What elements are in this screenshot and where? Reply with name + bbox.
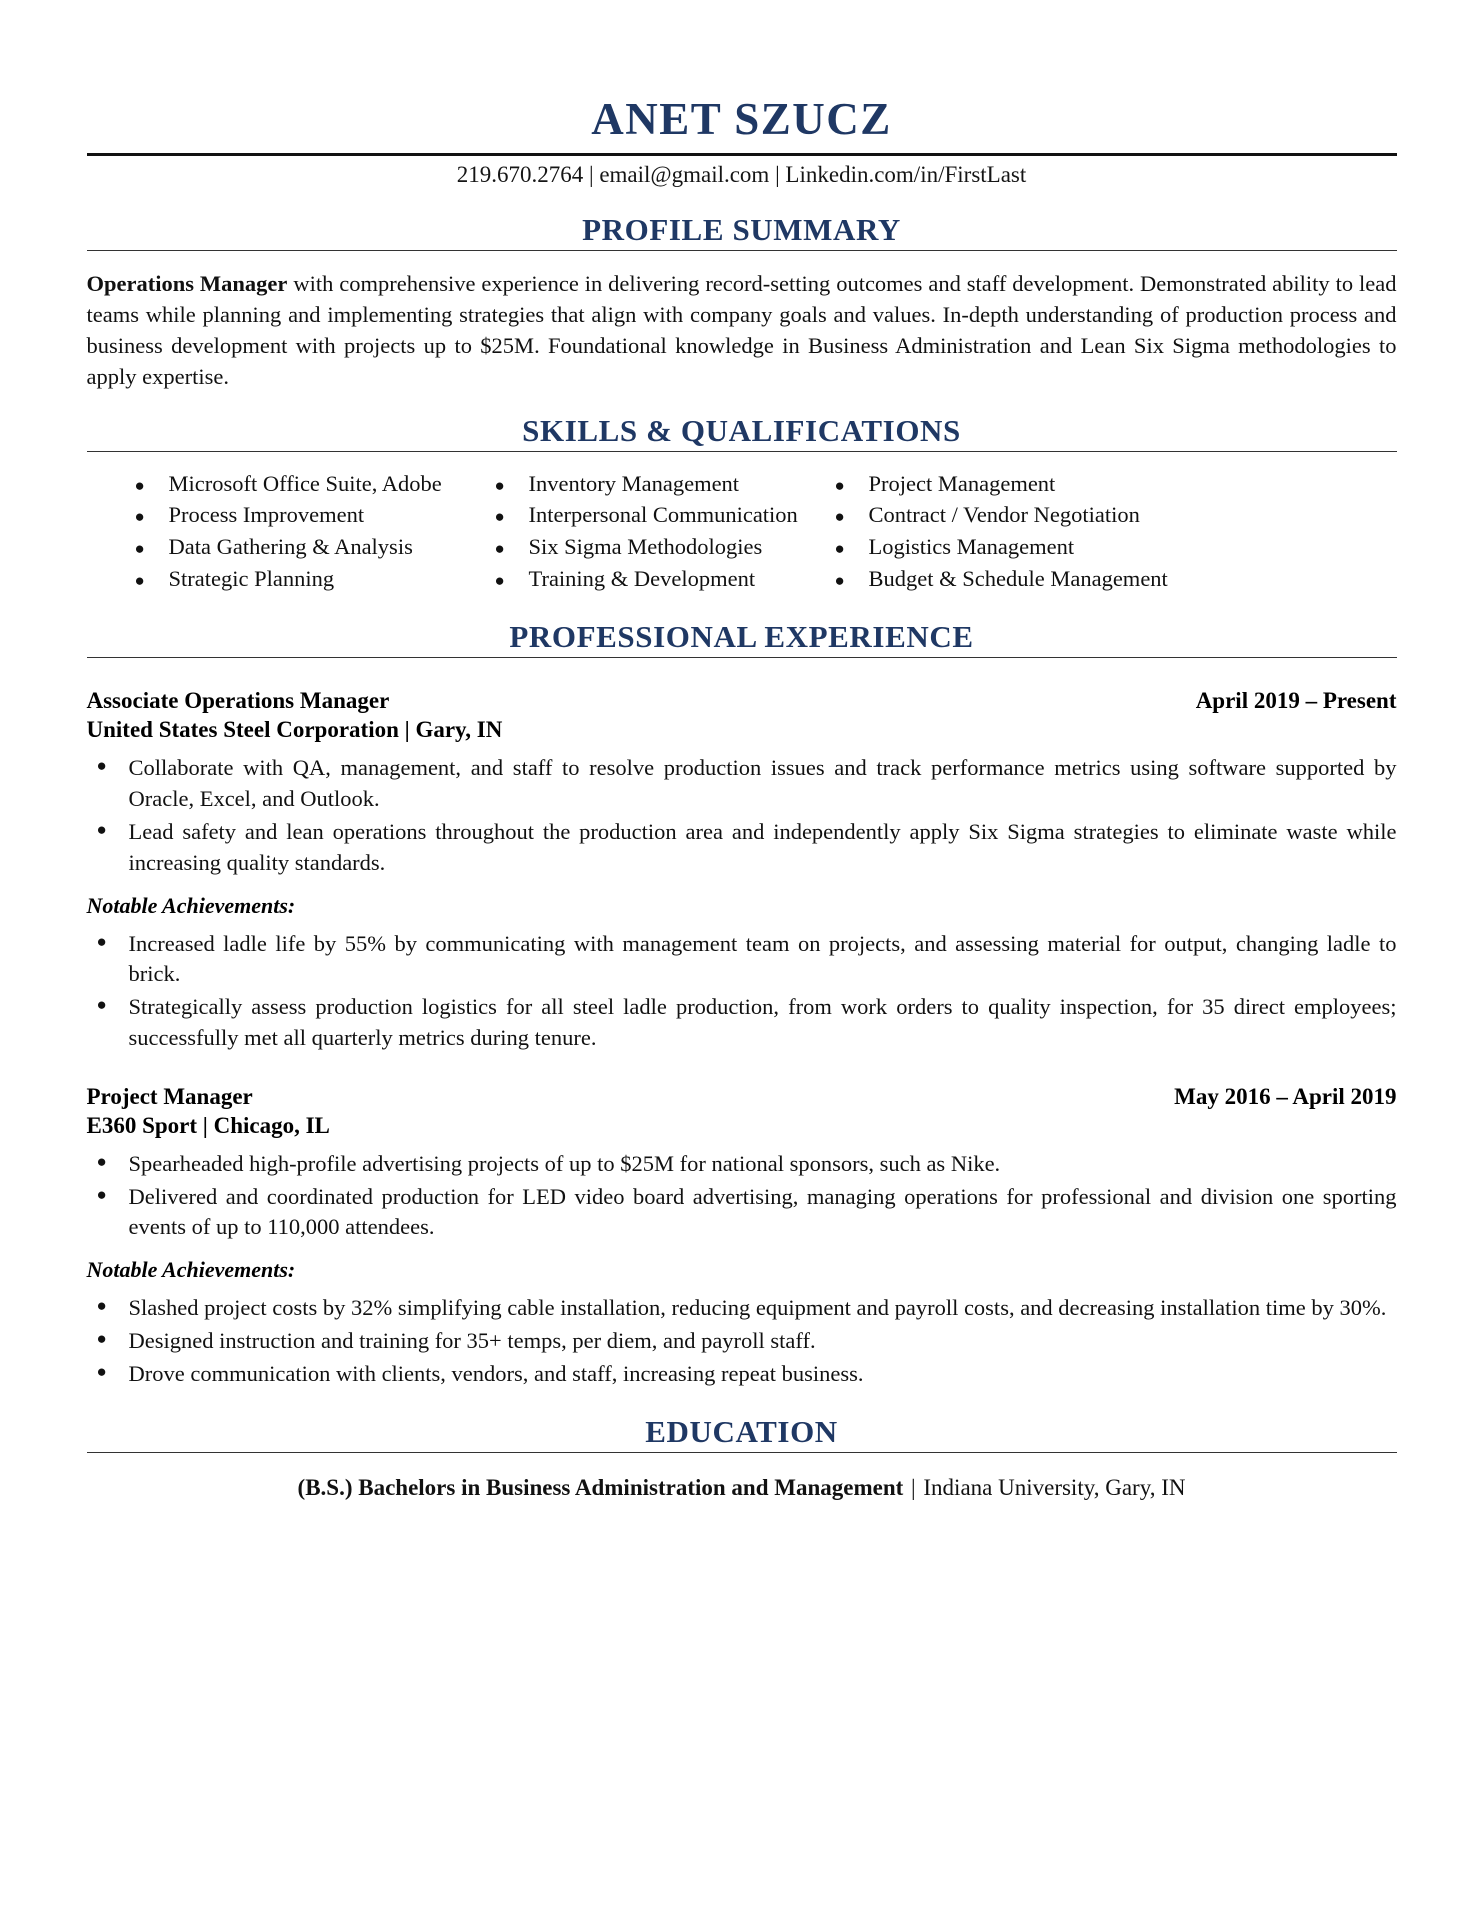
bullet-icon: ●	[494, 571, 505, 591]
bullet-text: Collaborate with QA, management, and staff to resolve production issues and track performance metrics using software supported by Oracle, Excel, and Outlook.	[128, 755, 1397, 812]
skill-item	[495, 563, 835, 595]
profile-lead-role: Operations Manager	[86, 271, 288, 297]
bullet-item	[87, 1182, 1397, 1244]
skills-columns	[87, 468, 1397, 596]
job-dates: May 2016 – April 2019	[1174, 1083, 1397, 1109]
bullet-item	[87, 753, 1397, 815]
bullet-icon: ●	[96, 931, 107, 951]
job-dates: April 2019 – Present	[1195, 688, 1397, 714]
skill-label: Six Sigma Methodologies	[528, 534, 763, 560]
skill-item	[135, 499, 495, 531]
experience-section	[87, 619, 1397, 1389]
bullet-icon: ●	[96, 1296, 107, 1316]
profile-body-text: with comprehensive experience in delivering record-setting outcomes and staff development. Demonstrated ability to lead teams while planning and implementing strategies that align with company goals and values. In-depth understanding of production process and business development with projects up to $25M. Foundational knowledge in Business Administration and Lean Six Sigma methodologies to apply expertise.	[86, 271, 1397, 389]
bullet-item	[87, 1293, 1397, 1324]
skill-label: Training & Development	[528, 566, 756, 592]
skill-label: Microsoft Office Suite, Adobe	[168, 470, 442, 496]
contact-line: 219.670.2764 | email@gmail.com | Linkedin.com/in/FirstLast	[456, 162, 1027, 188]
bullet-icon: ●	[134, 475, 145, 495]
bullet-icon: ●	[96, 995, 107, 1015]
education-section	[87, 1414, 1397, 1501]
bullet-icon: ●	[96, 819, 107, 839]
skill-item	[835, 468, 1255, 500]
skill-item	[835, 499, 1255, 531]
job-responsibilities	[87, 753, 1397, 878]
job-responsibilities	[87, 1149, 1397, 1243]
bullet-text: Strategically assess production logistics for all steel ladle production, from work orders to quality inspection, for 35 direct employees; successfully met all quarterly metrics during tenure.	[128, 994, 1397, 1050]
bullet-icon: ●	[134, 539, 145, 559]
bullet-text: Slashed project costs by 32% simplifying cable installation, reducing equipment and payroll costs, and decreasing installation time by 30%.	[128, 1295, 1387, 1321]
bullet-icon: ●	[834, 475, 845, 495]
job-header	[87, 1084, 1397, 1110]
candidate-name: ANET SZUCZ	[591, 94, 892, 144]
section-heading-experience: PROFESSIONAL EXPERIENCE	[509, 619, 974, 655]
profile-summary-section	[87, 212, 1397, 392]
bullet-icon: ●	[834, 539, 845, 559]
skill-item	[835, 563, 1255, 595]
bullet-icon: ●	[834, 571, 845, 591]
skills-section	[87, 413, 1397, 596]
bullet-icon: ●	[134, 507, 145, 527]
skill-label: Logistics Management	[868, 534, 1075, 560]
education-school: Indiana University, Gary, IN	[923, 1474, 1186, 1500]
bullet-item	[87, 1149, 1397, 1180]
section-divider-skills	[87, 451, 1397, 452]
section-heading-skills: SKILLS & QUALIFICATIONS	[522, 412, 961, 448]
job-company: United States Steel Corporation | Gary, IN	[86, 717, 503, 743]
experience-entry	[87, 1084, 1397, 1390]
section-heading-education: EDUCATION	[645, 1413, 838, 1449]
bullet-icon: ●	[96, 1361, 107, 1381]
profile-summary-text	[87, 269, 1397, 392]
bullet-text: Drove communication with clients, vendors, and staff, increasing repeat business.	[128, 1360, 864, 1386]
bullet-text: Designed instruction and training for 35+ temps, per diem, and payroll staff.	[128, 1328, 816, 1353]
bullet-icon: ●	[494, 507, 505, 527]
bullet-icon: ●	[134, 571, 145, 591]
section-divider-profile	[87, 250, 1397, 251]
notable-achievements-label: Notable Achievements:	[86, 1257, 296, 1283]
education-degree: (B.S.) Bachelors in Business Administration and Management	[297, 1474, 904, 1500]
education-entry	[87, 1475, 1397, 1501]
skill-label: Process Improvement	[168, 502, 365, 528]
bullet-text: Spearheaded high-profile advertising projects of up to $25M for national sponsors, such as Nike.	[128, 1150, 1001, 1176]
bullet-item	[87, 992, 1397, 1054]
skill-label: Contract / Vendor Negotiation	[868, 502, 1140, 528]
bullet-text: Delivered and coordinated production for LED video board advertising, managing operations for professional and division one sporting events of up to 110,000 attendees.	[128, 1183, 1397, 1240]
skill-item	[835, 531, 1255, 563]
bullet-item	[87, 817, 1397, 879]
skills-column-2	[495, 468, 835, 596]
skills-column-3	[835, 468, 1255, 596]
job-title: Associate Operations Manager	[86, 688, 390, 714]
bullet-item	[87, 929, 1397, 991]
experience-entry	[87, 688, 1397, 1054]
bullet-icon: ●	[834, 507, 845, 527]
job-header	[87, 688, 1397, 714]
section-divider-experience	[87, 657, 1397, 658]
bullet-icon: ●	[494, 475, 505, 495]
bullet-icon: ●	[96, 1151, 107, 1171]
job-company: E360 Sport | Chicago, IL	[86, 1112, 330, 1138]
section-divider-education	[87, 1452, 1397, 1453]
skill-item	[135, 563, 495, 595]
skill-item	[495, 468, 835, 500]
skill-label: Interpersonal Communication	[528, 502, 798, 528]
skill-label: Budget & Schedule Management	[868, 566, 1168, 592]
notable-achievements-label: Notable Achievements:	[86, 892, 296, 918]
bullet-icon: ●	[96, 1329, 107, 1348]
skill-label: Data Gathering & Analysis	[168, 534, 413, 560]
bullet-icon: ●	[96, 1184, 107, 1204]
job-achievements	[87, 1293, 1397, 1389]
skill-item	[495, 531, 835, 563]
education-separator: |	[905, 1474, 922, 1500]
job-title: Project Manager	[86, 1083, 253, 1109]
skill-item	[495, 499, 835, 531]
skills-column-1	[135, 468, 495, 596]
skill-label: Project Management	[868, 470, 1056, 496]
bullet-item	[87, 1326, 1397, 1357]
skill-item	[135, 531, 495, 563]
bullet-text: Lead safety and lean operations throughout the production area and independently apply Six Sigma strategies to eliminate waste while increasing quality standards.	[128, 818, 1397, 875]
bullet-icon: ●	[494, 539, 505, 559]
resume-content	[87, 0, 1397, 1501]
bullet-item	[87, 1359, 1397, 1390]
skill-item	[135, 468, 495, 500]
section-heading-profile: PROFILE SUMMARY	[582, 212, 901, 248]
header-divider	[87, 153, 1397, 156]
skill-label: Inventory Management	[528, 470, 740, 496]
bullet-text: Increased ladle life by 55% by communicating with management team on projects, and assessing material for output, changing ladle to brick.	[128, 930, 1397, 987]
resume-header	[87, 96, 1397, 188]
job-achievements	[87, 929, 1397, 1054]
skill-label: Strategic Planning	[168, 566, 335, 592]
bullet-icon: ●	[96, 756, 107, 776]
